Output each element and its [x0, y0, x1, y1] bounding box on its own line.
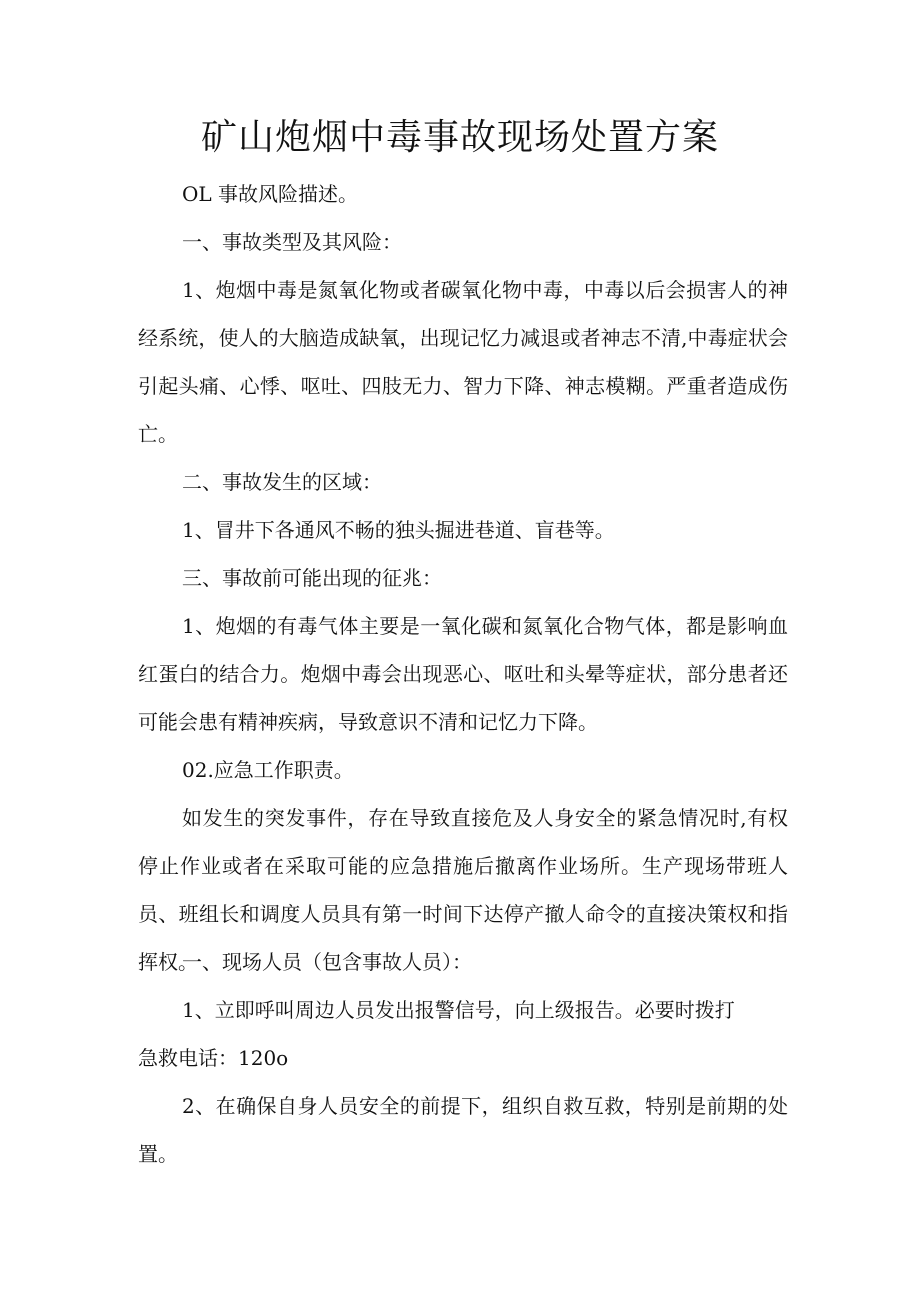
subsection-heading-onsite-personnel: 一、现场人员（包含事故人员）： [182, 950, 472, 974]
subsection-heading-area: 二、事故发生的区域： [182, 470, 382, 494]
paragraph-duties: 如发生的突发事件，存在导致直接危及人身安全的紧急情况时,有权停止作业或者在采取可能的应急措施后撤离作业场所。生产现场带班人员、班组长和调度人员具有第一时间下达停产撤人命令的直接决策权和指挥权。 [138, 806, 788, 974]
paragraph-call-alarm: 1、立即呼叫周边人员发出报警信号，向上级报告。必要时拨打 [182, 998, 735, 1022]
section-heading-duties: 02.应急工作职责。 [182, 758, 354, 782]
document-title: 矿山炮烟中毒事故现场处置方案 [200, 117, 719, 158]
subsection-heading-types: 一、事故类型及其风险： [182, 230, 402, 254]
section-heading-risk: OL 事故风险描述。 [182, 182, 359, 206]
paragraph-self-rescue: 2、在确保自身人员安全的前提下，组织自救互救，特别是前期的处置。 [138, 1094, 788, 1166]
paragraph-emergency-phone: 急救电话：120o [138, 1046, 289, 1070]
paragraph-signs: 1、炮烟的有毒气体主要是一氧化碳和氮氧化合物气体，都是影响血红蛋白的结合力。炮烟中毒会出现恶心、呕吐和头晕等症状，部分患者还可能会患有精神疾病，导致意识不清和记忆力下降。 [138, 614, 788, 734]
subsection-heading-signs: 三、事故前可能出现的征兆： [182, 566, 442, 590]
paragraph-poisoning-description: 1、炮烟中毒是氮氧化物或者碳氧化物中毒，中毒以后会损害人的神经系统，使人的大脑造成缺氧，出现记忆力减退或者神志不清,中毒症状会引起头痛、心悸、呕吐、四肢无力、智力下降、神志模糊。严重者造成伤亡。 [138, 278, 788, 446]
paragraph-area: 1、冒井下各通风不畅的独头掘进巷道、盲巷等。 [182, 518, 615, 542]
